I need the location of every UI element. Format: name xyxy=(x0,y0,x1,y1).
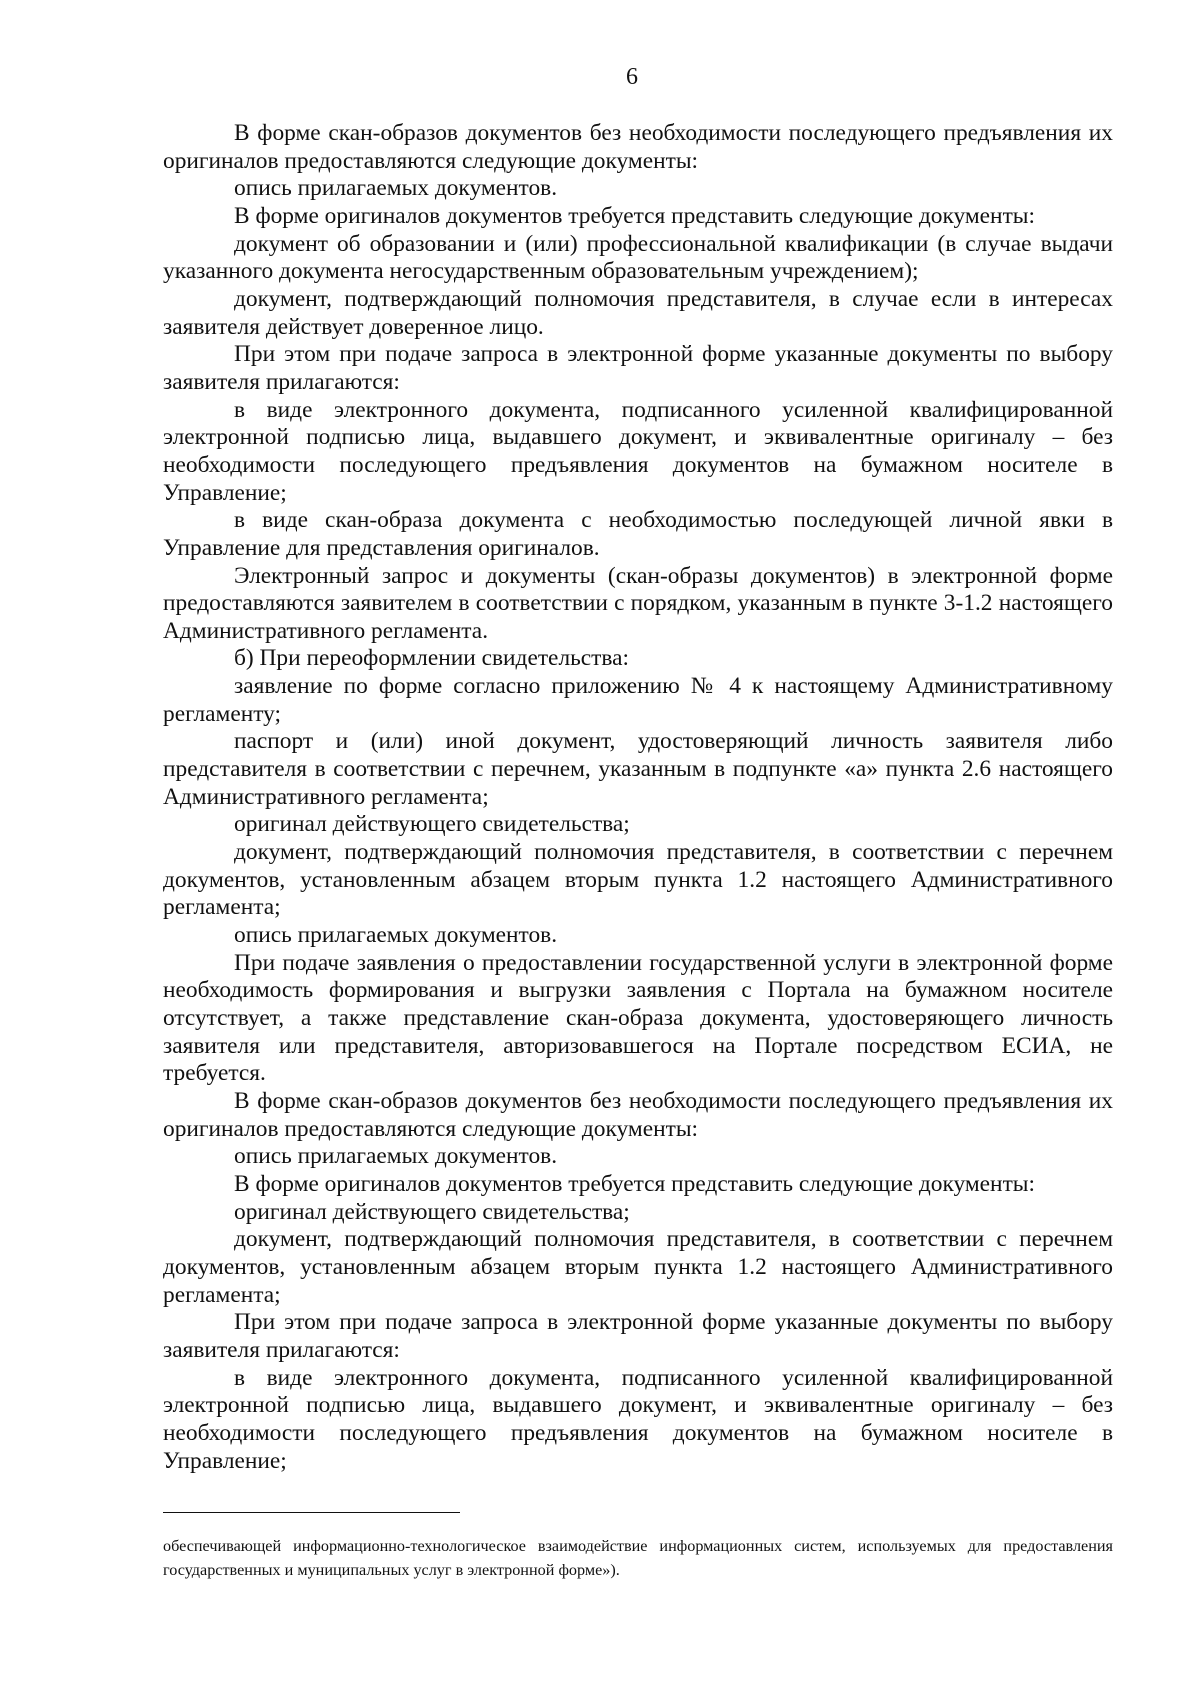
paragraph: В форме оригиналов документов требуется представить следующие документы: xyxy=(234,1170,1036,1197)
document-body xyxy=(163,120,1113,1475)
paragraph: При этом при подаче запроса в электронной форме указанные документы по выбору заявителя прилагаются: xyxy=(163,341,1113,395)
footnote xyxy=(163,1534,1113,1582)
paragraph: документ, подтверждающий полномочия представителя, в соответствии с перечнем документов, установленным абзацем вторым пункта 1.2 настоящего Административного регламента; xyxy=(163,1226,1113,1308)
paragraph: опись прилагаемых документов. xyxy=(234,922,558,949)
paragraph: в виде электронного документа, подписанного усиленной квалифицированной электронной подписью лица, выдавшего документ, и эквивалентные оригиналу – без необходимости последующего предъявления документов на бумажном носителе в Управление; xyxy=(163,396,1113,506)
paragraph: При этом при подаче запроса в электронной форме указанные документы по выбору заявителя прилагаются: xyxy=(163,1309,1113,1363)
paragraph: заявление по форме согласно приложению № 4 к настоящему Административному регламенту; xyxy=(163,673,1113,727)
paragraph: опись прилагаемых документов. xyxy=(234,1143,558,1170)
paragraph: документ об образовании и (или) профессиональной квалификации (в случае выдачи указанного документа негосударственным образовательным учреждением); xyxy=(163,230,1113,285)
paragraph: оригинал действующего свидетельства; xyxy=(234,1198,630,1225)
paragraph: документ, подтверждающий полномочия представителя, в соответствии с перечнем документов, установленным абзацем вторым пункта 1.2 настоящего Административного регламента; xyxy=(163,839,1113,921)
page-number: 6 xyxy=(626,64,638,90)
paragraph: оригинал действующего свидетельства; xyxy=(234,811,630,838)
paragraph: В форме скан-образов документов без необходимости последующего предъявления их оригиналов предоставляются следующие документы: xyxy=(163,120,1113,174)
paragraph: б) При переоформлении свидетельства: xyxy=(234,645,630,672)
paragraph: паспорт и (или) иной документ, удостоверяющий личность заявителя либо представителя в соответствии с перечнем, указанным в подпункте «а» пункта 2.6 настоящего Административного регламента; xyxy=(163,728,1113,810)
paragraph: в виде электронного документа, подписанного усиленной квалифицированной электронной подписью лица, выдавшего документ, и эквивалентные оригиналу – без необходимости последующего предъявления документов на бумажном носителе в Управление; xyxy=(163,1364,1113,1474)
paragraph: в виде скан-образа документа с необходимостью последующей личной явки в Управление для представления оригиналов. xyxy=(163,507,1113,561)
paragraph: документ, подтверждающий полномочия представителя, в случае если в интересах заявителя действует доверенное лицо. xyxy=(163,285,1113,340)
paragraph: В форме скан-образов документов без необходимости последующего предъявления их оригиналов предоставляются следующие документы: xyxy=(163,1087,1113,1142)
paragraph: опись прилагаемых документов. xyxy=(234,175,558,202)
paragraph: В форме оригиналов документов требуется представить следующие документы: xyxy=(234,202,1036,229)
paragraph: Электронный запрос и документы (скан-образы документов) в электронной форме предоставляются заявителем в соответствии с порядком, указанным в пункте 3-1.2 настоящего Административного регламента. xyxy=(163,562,1113,644)
footnote-text: обеспечивающей информационно-технологическое взаимодействие информационных систем, используемых для предоставления государственных и муниципальных услуг в электронной форме»). xyxy=(163,1537,1113,1579)
paragraph: При подаче заявления о предоставлении государственной услуги в электронной форме необходимость формирования и выгрузки заявления с Портала на бумажном носителе отсутствует, а также представление скан-образа документа, удостоверяющего личность заявителя или представителя, авторизовавшегося на Портале посредством ЕСИА, не требуется. xyxy=(163,949,1113,1087)
footnote-divider xyxy=(163,1512,460,1513)
